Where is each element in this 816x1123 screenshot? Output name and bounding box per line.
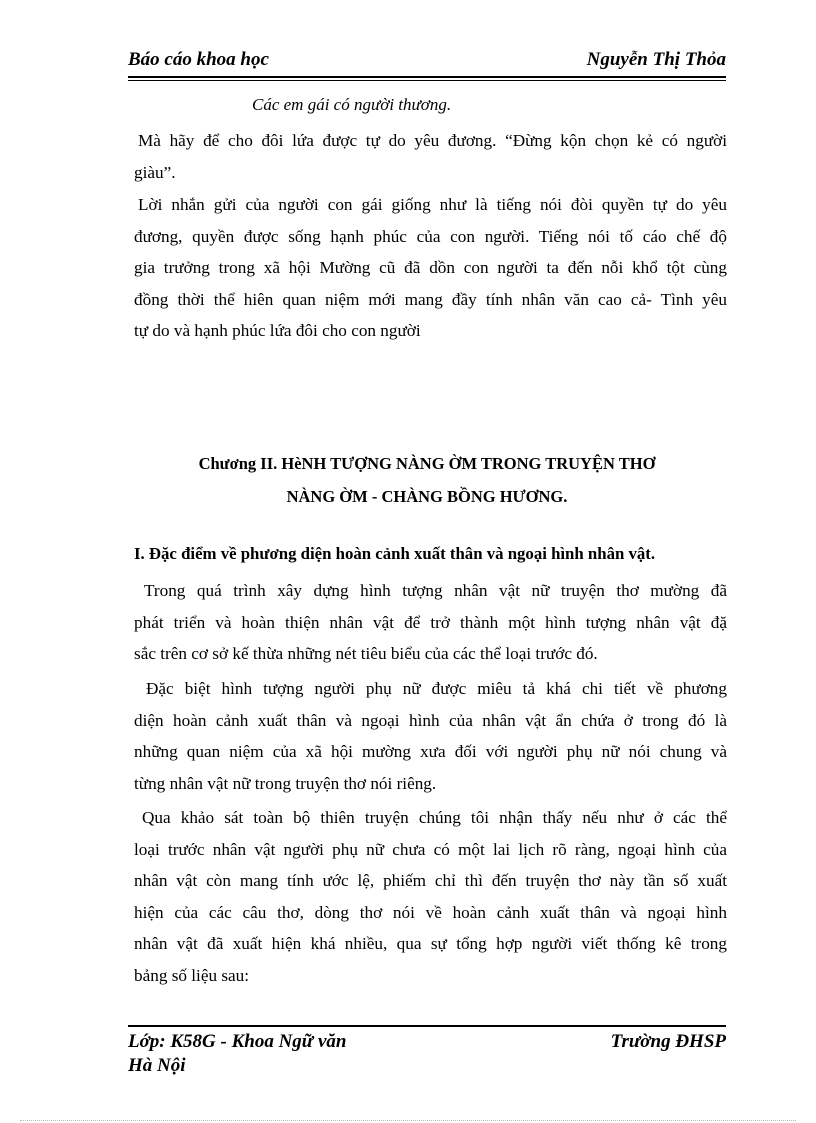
chapter-title-line-1: Chương II. HèNH TƯỢNG NÀNG ỜM TRONG TRUYỆN THƠ [198, 454, 656, 473]
paragraph-2-line: tự do và hạnh phúc lứa đôi cho con người [134, 321, 421, 340]
footer-rule [128, 1025, 726, 1027]
footer-class-info: Lớp: K58G - Khoa Ngữ văn [128, 1031, 347, 1052]
paragraph-3-line: phát triển và hoàn thiện nhân vật để trở thành một hình tượng nhân vật đặ [134, 612, 727, 632]
paragraph-5-line: loại trước nhân vật người phụ nữ chưa có một lai lịch rõ ràng, ngoại hình của [134, 839, 727, 859]
paragraph-5-line: nhân vật còn mang tính ước lệ, phiếm chỉ thì đến truyện thơ này tần số xuất [134, 871, 727, 890]
paragraph-2-line: gia trưởng trong xã hội Mường cũ đã dồn con người ta đến nỗi khổ tột cùng [134, 258, 727, 277]
chapter-title-line-2: NÀNG ỜM - CHÀNG BỒNG HƯƠNG. [286, 487, 568, 506]
paragraph-3 [134, 575, 727, 670]
verse-line: Các em gái có người thương. [252, 95, 452, 114]
paragraph-1-line: giàu”. [134, 162, 176, 182]
paragraph-2-line: Lời nhắn gửi của người con gái giống như là tiếng nói đòi quyền tự do yêu [138, 195, 727, 214]
paragraph-4-line: những quan niệm của xã hội mường xưa đối với người phụ nữ nói chung và [134, 742, 727, 761]
header-rule-thin [128, 80, 726, 81]
paragraph-5-line: hiện của các câu thơ, dòng thơ nói về hoàn cảnh xuất thân và ngoại hình [134, 902, 727, 922]
paragraph-4 [134, 673, 727, 799]
footer-city: Hà Nội [128, 1055, 186, 1076]
header-author-name: Nguyễn Thị Thỏa [586, 49, 726, 70]
paragraph-5-line: nhân vật đã xuất hiện khá nhiều, qua sự tổng hợp người viết thống kê trong [134, 934, 727, 953]
paragraph-3-line: Trong quá trình xây dựng hình tượng nhân vật nữ truyện thơ mường đã [144, 581, 727, 600]
paragraph-1-line: Mà hãy để cho đôi lứa được tự do yêu đương. “Đừng kộn chọn kẻ có người [138, 131, 727, 150]
paragraph-4-line: Đặc biệt hình tượng người phụ nữ được miêu tả khá chi tiết về phương [146, 679, 727, 698]
paragraph-5-line: Qua khảo sát toàn bộ thiên truyện chúng tôi nhận thấy nếu như ở các thể [142, 808, 727, 827]
paragraph-4-line: từng nhân vật nữ trong truyện thơ nói riêng. [134, 773, 437, 793]
paragraph-5-line: bảng số liệu sau: [134, 965, 250, 985]
section-heading: I. Đặc điểm về phương diện hoàn cảnh xuất thân và ngoại hình nhân vật. [134, 544, 656, 563]
chapter-title [128, 447, 726, 513]
paragraph-2-line: đồng thời thể hiên quan niệm mới mang đầy tính nhân văn cao cả- Tình yêu [134, 289, 727, 309]
paragraph-2-line: đương, quyền được sống hạnh phúc của con người. Tiếng nói tố cáo chế độ [134, 226, 727, 246]
footer-university: Trường ĐHSP [610, 1031, 726, 1052]
paragraph-1 [134, 125, 727, 188]
paragraph-5 [134, 802, 727, 991]
header-report-title: Báo cáo khoa học [128, 49, 269, 70]
paragraph-3-line: sắc trên cơ sở kế thừa những nét tiêu biểu của các thể loại trước đó. [134, 644, 598, 663]
paragraph-4-line: diện hoàn cảnh xuất thân và ngoại hình của nhân vật ẩn chứa ở trong đó là [134, 710, 727, 730]
page-bottom-edge [20, 1120, 796, 1121]
paragraph-2 [134, 189, 727, 347]
header-rule [128, 76, 726, 78]
